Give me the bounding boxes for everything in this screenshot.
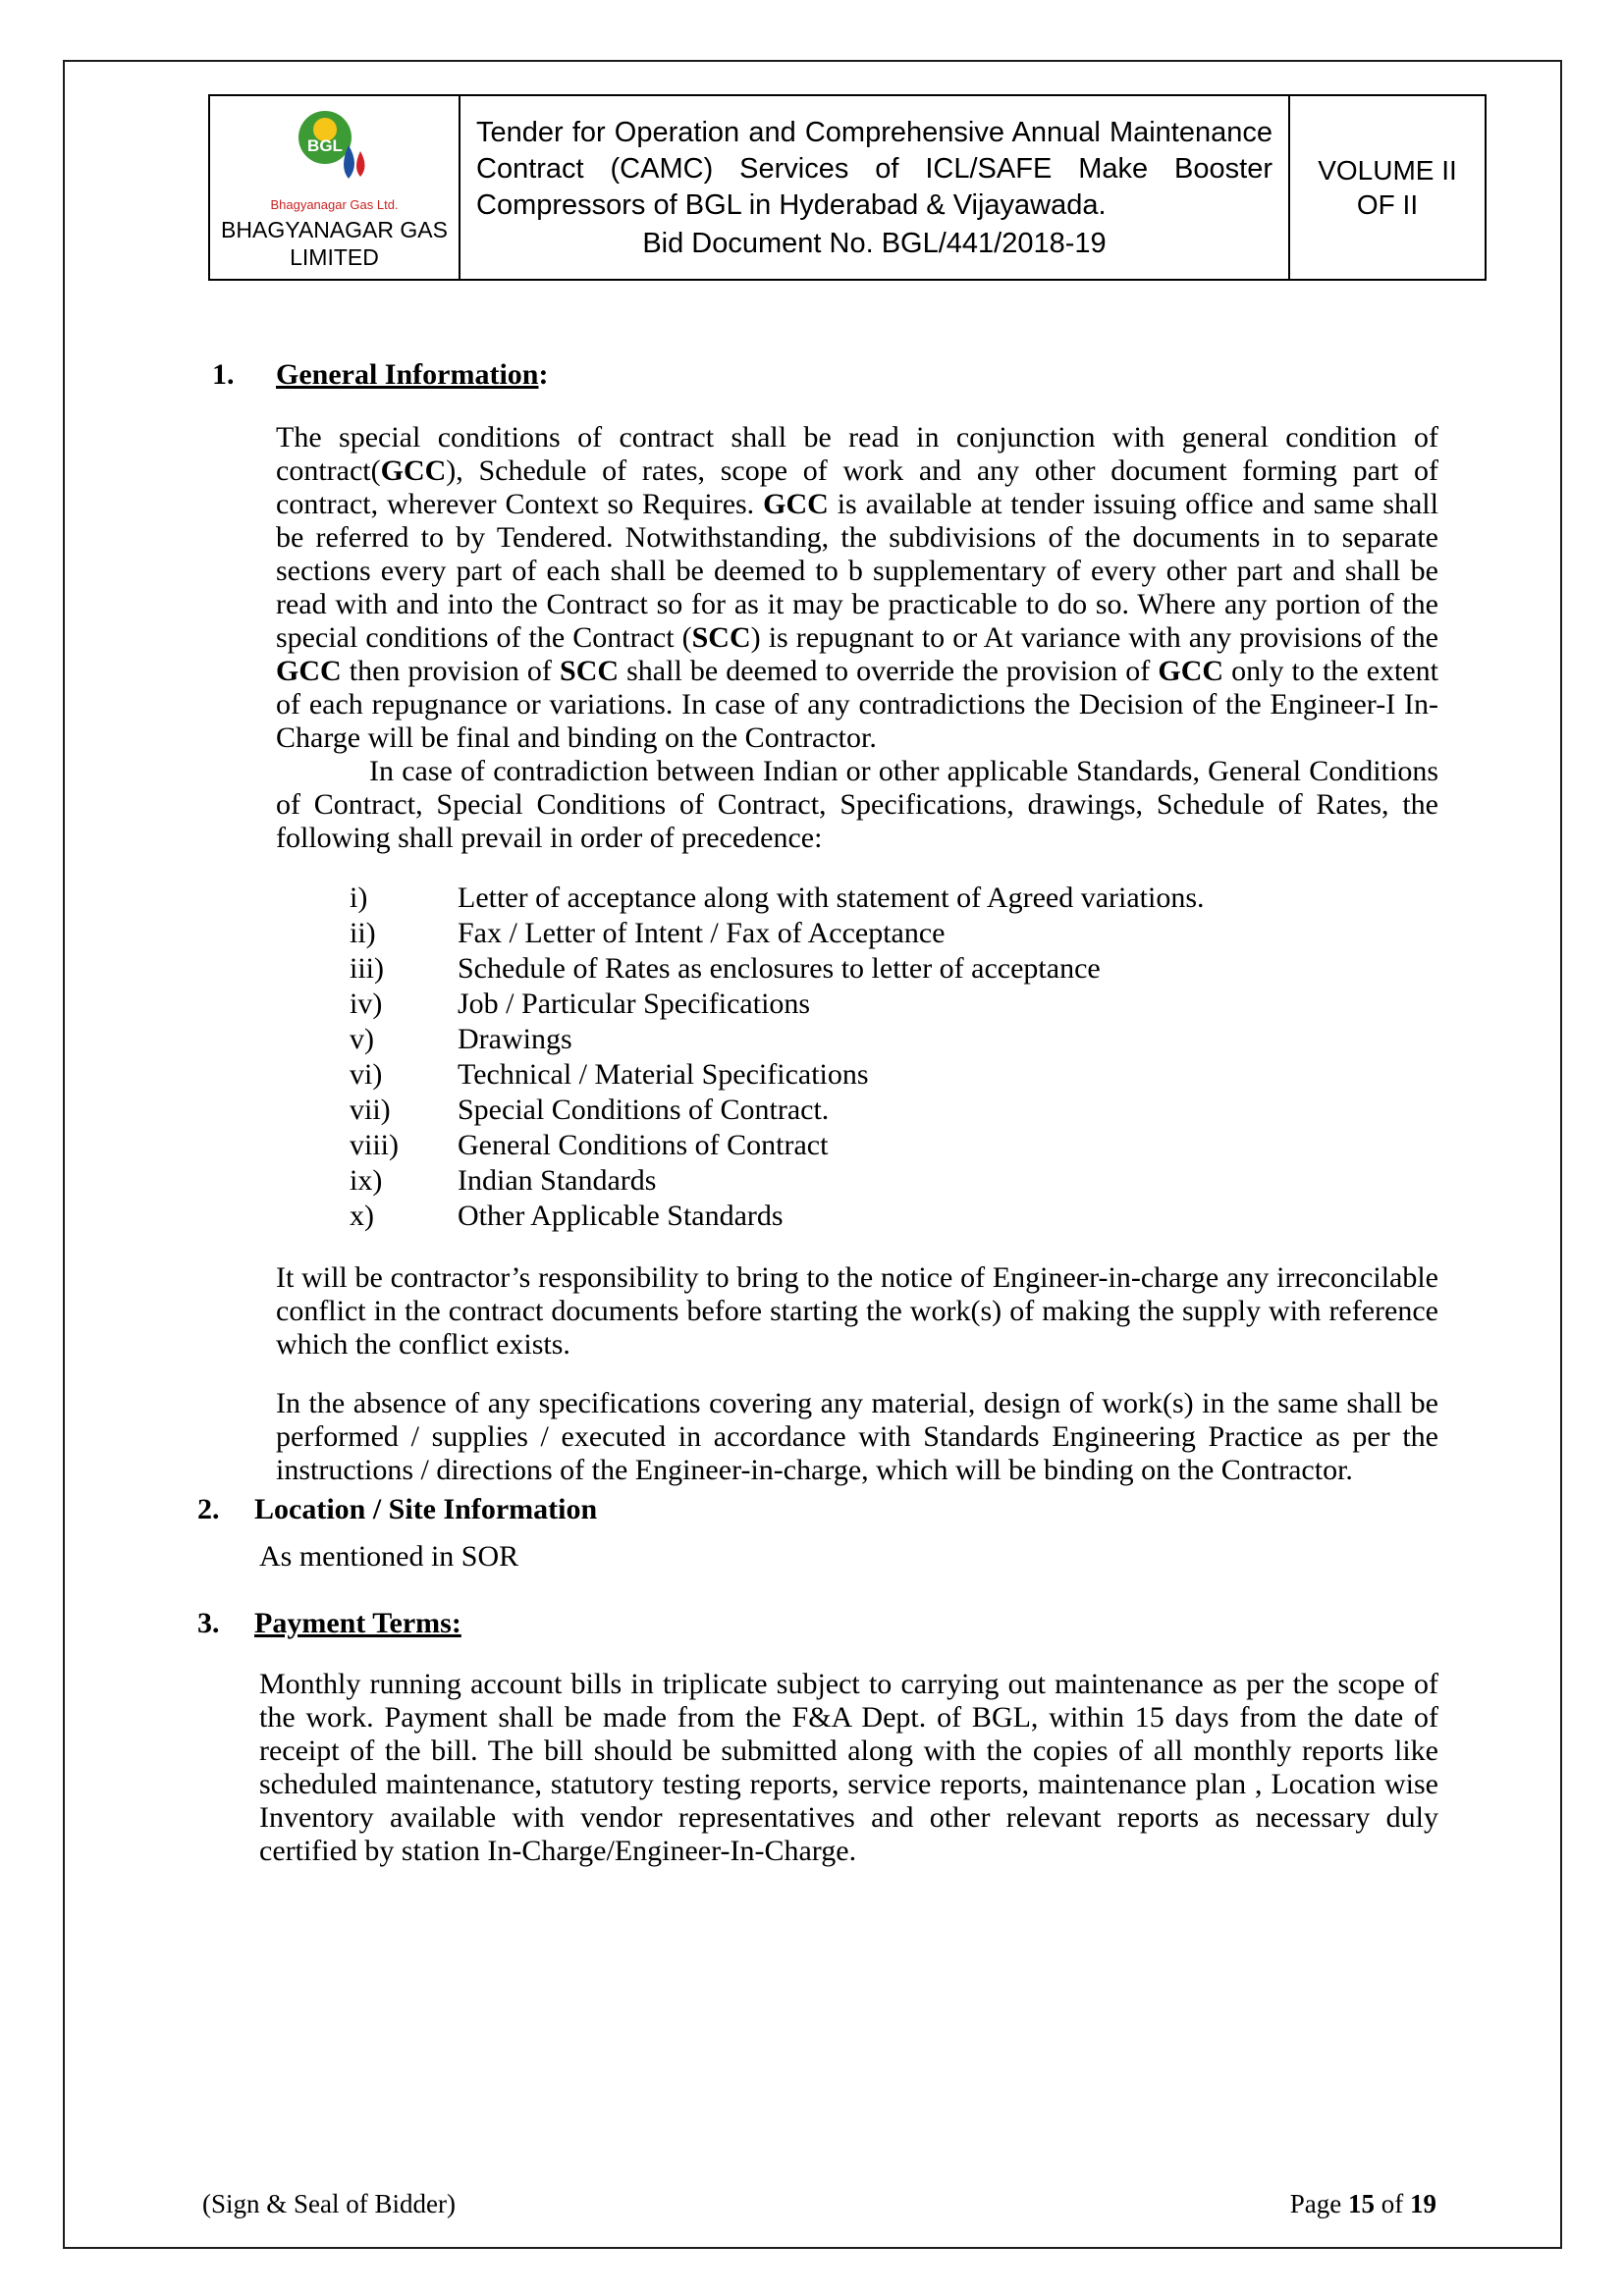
footer-page-number: Page 15 of 19	[1289, 2189, 1436, 2218]
title-cell	[460, 95, 1289, 280]
list-item-numeral: ix)	[350, 1164, 383, 1197]
list-item-numeral: viii)	[350, 1129, 399, 1161]
footer-sign-seal: (Sign & Seal of Bidder)	[202, 2189, 456, 2218]
section-3-heading	[197, 1607, 1438, 1640]
list-item-text: Letter of acceptance along with statement of Agreed variations.	[458, 881, 1205, 914]
bid-document-number: Bid Document No. BGL/441/2018-19	[642, 228, 1107, 259]
list-item-numeral: vi)	[350, 1058, 383, 1091]
precedence-list	[350, 881, 1438, 1234]
list-item-numeral: iv)	[350, 988, 383, 1020]
list-item-text: Technical / Material Specifications	[458, 1058, 869, 1091]
list-item-text: General Conditions of Contract	[458, 1129, 829, 1161]
para-special-conditions: The special conditions of contract shall be read in conjunction with general condition of contract(GCC), Schedule of rates, scope of work and any other document forming part of contract, wherever Context so Requires. GCC is available at tender issuing office and same shall be referred to by Tendered. Notwithstanding, the subdivisions of the documents in to separate sections every part of each shall be deemed to b supplementary of every other part and shall be read with and into the Contract so for as it may be practicable to do so. Where any portion of the special conditions of the Contract (SCC) is repugnant to or At variance with any provisions of the GCC then provision of SCC shall be deemed to override the provision of GCC only to the extent of each repugnance or variations. In case of any contradictions the Decision of the Engineer-I In-Charge will be final and binding on the Contractor.	[276, 421, 1439, 754]
list-item-text: Other Applicable Standards	[458, 1200, 784, 1232]
company-name-line1: BHAGYANAGAR GAS	[221, 217, 448, 242]
para-contractor-responsibility: It will be contractor’s responsibility to bring to the notice of Engineer-in-charge any irreconcilable conflict in the contract documents before starting the work(s) of making the supply with reference which the conflict exists.	[276, 1261, 1438, 1361]
list-item	[350, 1057, 1438, 1093]
list-item-text: Drawings	[458, 1023, 572, 1055]
volume-label-line2: OF II	[1356, 189, 1419, 220]
list-item-numeral: ii)	[350, 917, 376, 949]
volume-cell	[1289, 95, 1486, 280]
volume-label-line1: VOLUME II	[1318, 155, 1457, 186]
list-item	[350, 1093, 1438, 1128]
logo-cell	[209, 95, 460, 280]
section-1-title-text: General Information	[276, 358, 539, 391]
list-item	[350, 1128, 1438, 1163]
para-absence-specifications: In the absence of any specifications covering any material, design of work(s) in the same shall be performed / supplies / executed in accordance with Standards Engineering Practice as per the instructions / directions of the Engineer-in-charge, which will be binding on the Contractor.	[276, 1387, 1438, 1486]
document-header-table	[208, 94, 1487, 281]
list-item	[350, 951, 1438, 987]
list-item-numeral: i)	[350, 881, 368, 914]
para-location-body: As mentioned in SOR	[259, 1540, 519, 1573]
section-3-number: 3.	[197, 1607, 220, 1639]
section-1-title-colon: :	[538, 358, 549, 391]
document-body	[197, 358, 1439, 1868]
list-item-text: Job / Particular Specifications	[458, 988, 811, 1020]
section-2-title: Location / Site Information	[254, 1493, 598, 1525]
section-1-heading	[212, 358, 1438, 392]
list-item-numeral: vii)	[350, 1094, 391, 1126]
page-footer	[202, 2189, 1436, 2219]
list-item	[350, 1199, 1438, 1234]
list-item-text: Fax / Letter of Intent / Fax of Acceptance	[458, 917, 946, 949]
list-item-text: Special Conditions of Contract.	[458, 1094, 830, 1126]
para-payment-terms: Monthly running account bills in triplicate subject to carrying out maintenance as per the scope of the work. Payment shall be made from the F&A Dept. of BGL, within 15 days from the date of receipt of the bill. The bill should be submitted along with the copies of all monthly reports like scheduled maintenance, statutory testing reports, service reports, maintenance plan , Location wise Inventory available with vendor representatives and other relevant reports as necessary duly certified by station In-Charge/Engineer-In-Charge.	[259, 1668, 1438, 1867]
para-contradiction-precedence: In case of contradiction between Indian or other applicable Standards, General Conditions of Contract, Special Conditions of Contract, Specifications, drawings, Schedule of Rates, the following shall prevail in order of precedence:	[276, 755, 1438, 854]
list-item-numeral: x)	[350, 1200, 374, 1232]
section-2-heading	[197, 1493, 1438, 1526]
list-item-numeral: iii)	[350, 952, 384, 985]
list-item-text: Schedule of Rates as enclosures to letter of acceptance	[458, 952, 1101, 985]
list-item	[350, 881, 1438, 916]
section-2-number: 2.	[197, 1493, 220, 1525]
company-name-line2: LIMITED	[290, 244, 379, 270]
list-item	[350, 1163, 1438, 1199]
section-1-number: 1.	[212, 358, 235, 391]
list-item	[350, 1022, 1438, 1057]
page-frame	[63, 60, 1562, 2249]
section-1-title	[276, 358, 548, 392]
list-item-text: Indian Standards	[458, 1164, 657, 1197]
logo-caption: Bhagyanagar Gas Ltd.	[270, 197, 399, 212]
bgl-logo-icon	[286, 104, 384, 199]
list-item	[350, 916, 1438, 951]
list-item-numeral: v)	[350, 1023, 374, 1055]
svg-text:BGL: BGL	[306, 136, 343, 155]
section-3-title: Payment Terms:	[254, 1607, 461, 1639]
list-item	[350, 987, 1438, 1022]
tender-title: Tender for Operation and Comprehensive Annual Maintenance Contract (CAMC) Services of ICL/SAFE Make Booster Compressors of BGL in Hyderabad & Vijayawada.	[476, 117, 1272, 221]
